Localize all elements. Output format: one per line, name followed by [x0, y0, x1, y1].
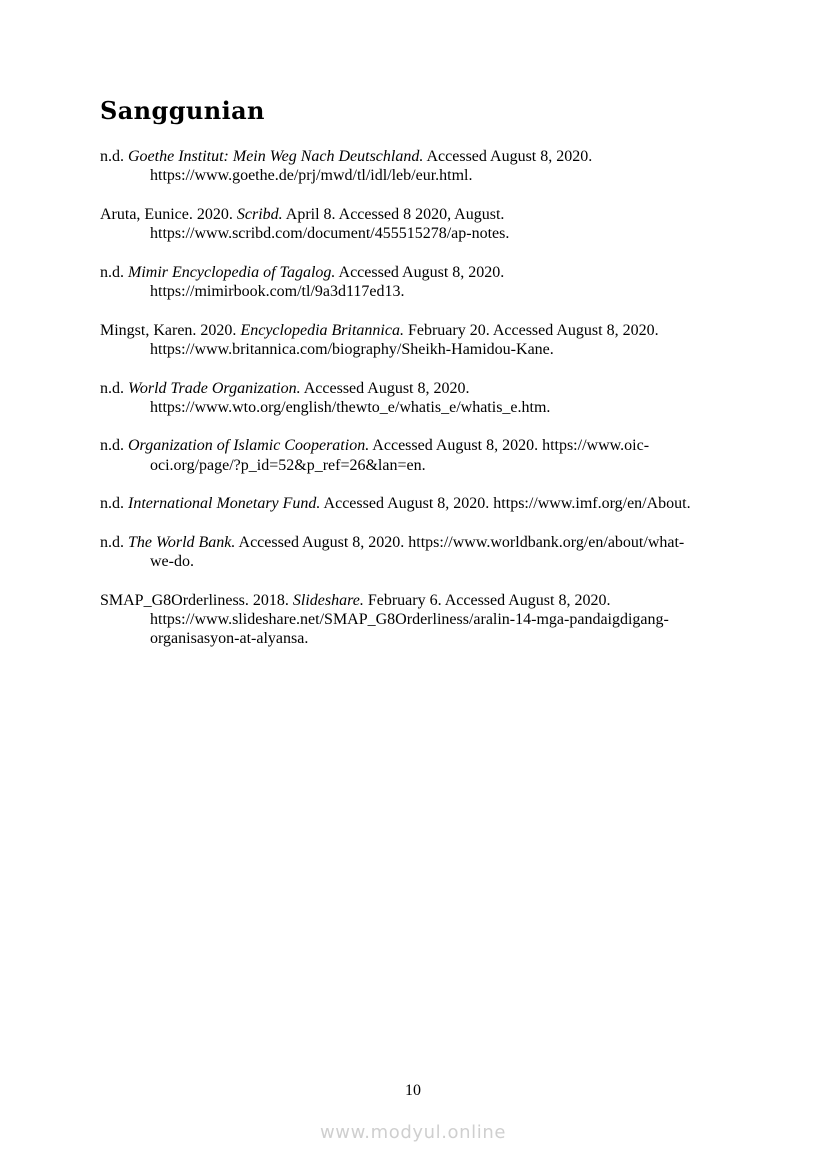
reference-source-title: Encyclopedia Britannica.	[240, 321, 404, 339]
reference-line	[100, 436, 780, 455]
reference-line	[100, 205, 780, 224]
reference-source-title: The World Bank.	[128, 533, 236, 551]
reference-line	[100, 321, 780, 340]
reference-text: https://mimirbook.com/tl/9a3d117ed13.	[150, 283, 405, 301]
reference-entry	[100, 379, 780, 418]
reference-source-title: World Trade Organization.	[128, 379, 301, 397]
reference-text: Accessed August 8, 2020. https://www.imf.org/en/About.	[320, 495, 691, 513]
reference-line	[100, 533, 780, 552]
reference-text: SMAP_G8Orderliness. 2018.	[100, 591, 293, 609]
reference-line	[100, 166, 780, 185]
reference-line	[100, 340, 780, 359]
reference-text: n.d.	[100, 495, 128, 513]
reference-source-title: Scribd.	[236, 205, 283, 223]
reference-text: https://www.scribd.com/document/455515278/ap-notes.	[150, 225, 510, 243]
reference-line	[100, 552, 780, 571]
reference-text: https://www.goethe.de/prj/mwd/tl/idl/leb/eur.html.	[150, 167, 473, 185]
reference-text: February 20. Accessed August 8, 2020.	[403, 321, 659, 339]
reference-line	[100, 629, 780, 648]
reference-line	[100, 398, 780, 417]
reference-entry	[100, 533, 780, 572]
reference-text: Aruta, Eunice. 2020.	[100, 205, 237, 223]
reference-source-title: Slideshare.	[292, 591, 364, 609]
reference-text: Mingst, Karen. 2020.	[100, 321, 241, 339]
reference-text: organisasyon-at-alyansa.	[150, 630, 309, 648]
reference-entry	[100, 591, 780, 649]
reference-source-title: Mimir Encyclopedia of Tagalog.	[128, 263, 336, 281]
page-number: 10	[405, 1082, 421, 1099]
reference-line	[100, 379, 780, 398]
reference-text: n.d.	[100, 379, 128, 397]
watermark-text: www.modyul.online	[319, 1122, 507, 1143]
reference-text: February 6. Accessed August 8, 2020.	[363, 591, 611, 609]
reference-text: https://www.wto.org/english/thewto_e/whatis_e/whatis_e.htm.	[150, 398, 551, 416]
reference-entry	[100, 205, 780, 244]
reference-entry	[100, 321, 780, 360]
reference-text: Accessed August 8, 2020.	[335, 263, 505, 281]
reference-line	[100, 456, 780, 475]
reference-line	[100, 224, 780, 243]
reference-text: oci.org/page/?p_id=52&p_ref=26&lan=en.	[150, 456, 426, 474]
page-title: Sanggunian	[100, 96, 265, 125]
reference-text: Accessed August 8, 2020.	[300, 379, 470, 397]
reference-text: we-do.	[150, 553, 194, 571]
reference-line	[100, 147, 780, 166]
reference-entry	[100, 436, 780, 475]
reference-text: Accessed August 8, 2020.	[423, 148, 593, 165]
reference-entry	[100, 263, 780, 302]
reference-text: n.d.	[100, 533, 128, 551]
reference-line	[100, 263, 780, 282]
reference-text: Accessed August 8, 2020. https://www.worldbank.org/en/about/what-	[235, 533, 685, 551]
reference-source-title: International Monetary Fund.	[128, 495, 321, 513]
reference-entry	[100, 494, 780, 513]
reference-text: Accessed August 8, 2020. https://www.oic-	[369, 437, 650, 455]
reference-line	[100, 282, 780, 301]
reference-text: n.d.	[100, 148, 128, 165]
reference-text: https://www.britannica.com/biography/Sheikh-Hamidou-Kane.	[150, 340, 554, 358]
reference-source-title: Organization of Islamic Cooperation.	[128, 437, 370, 455]
reference-line	[100, 591, 780, 610]
reference-source-title: Goethe Institut: Mein Weg Nach Deutschland.	[128, 148, 424, 165]
reference-text: n.d.	[100, 437, 128, 455]
reference-line	[100, 610, 780, 629]
references-list	[100, 147, 780, 668]
reference-line	[100, 494, 780, 513]
reference-text: n.d.	[100, 263, 128, 281]
reference-text: April 8. Accessed 8 2020, August.	[282, 205, 505, 223]
reference-text: https://www.slideshare.net/SMAP_G8Orderliness/aralin-14-mga-pandaigdigang-	[150, 611, 669, 629]
reference-entry	[100, 147, 780, 186]
